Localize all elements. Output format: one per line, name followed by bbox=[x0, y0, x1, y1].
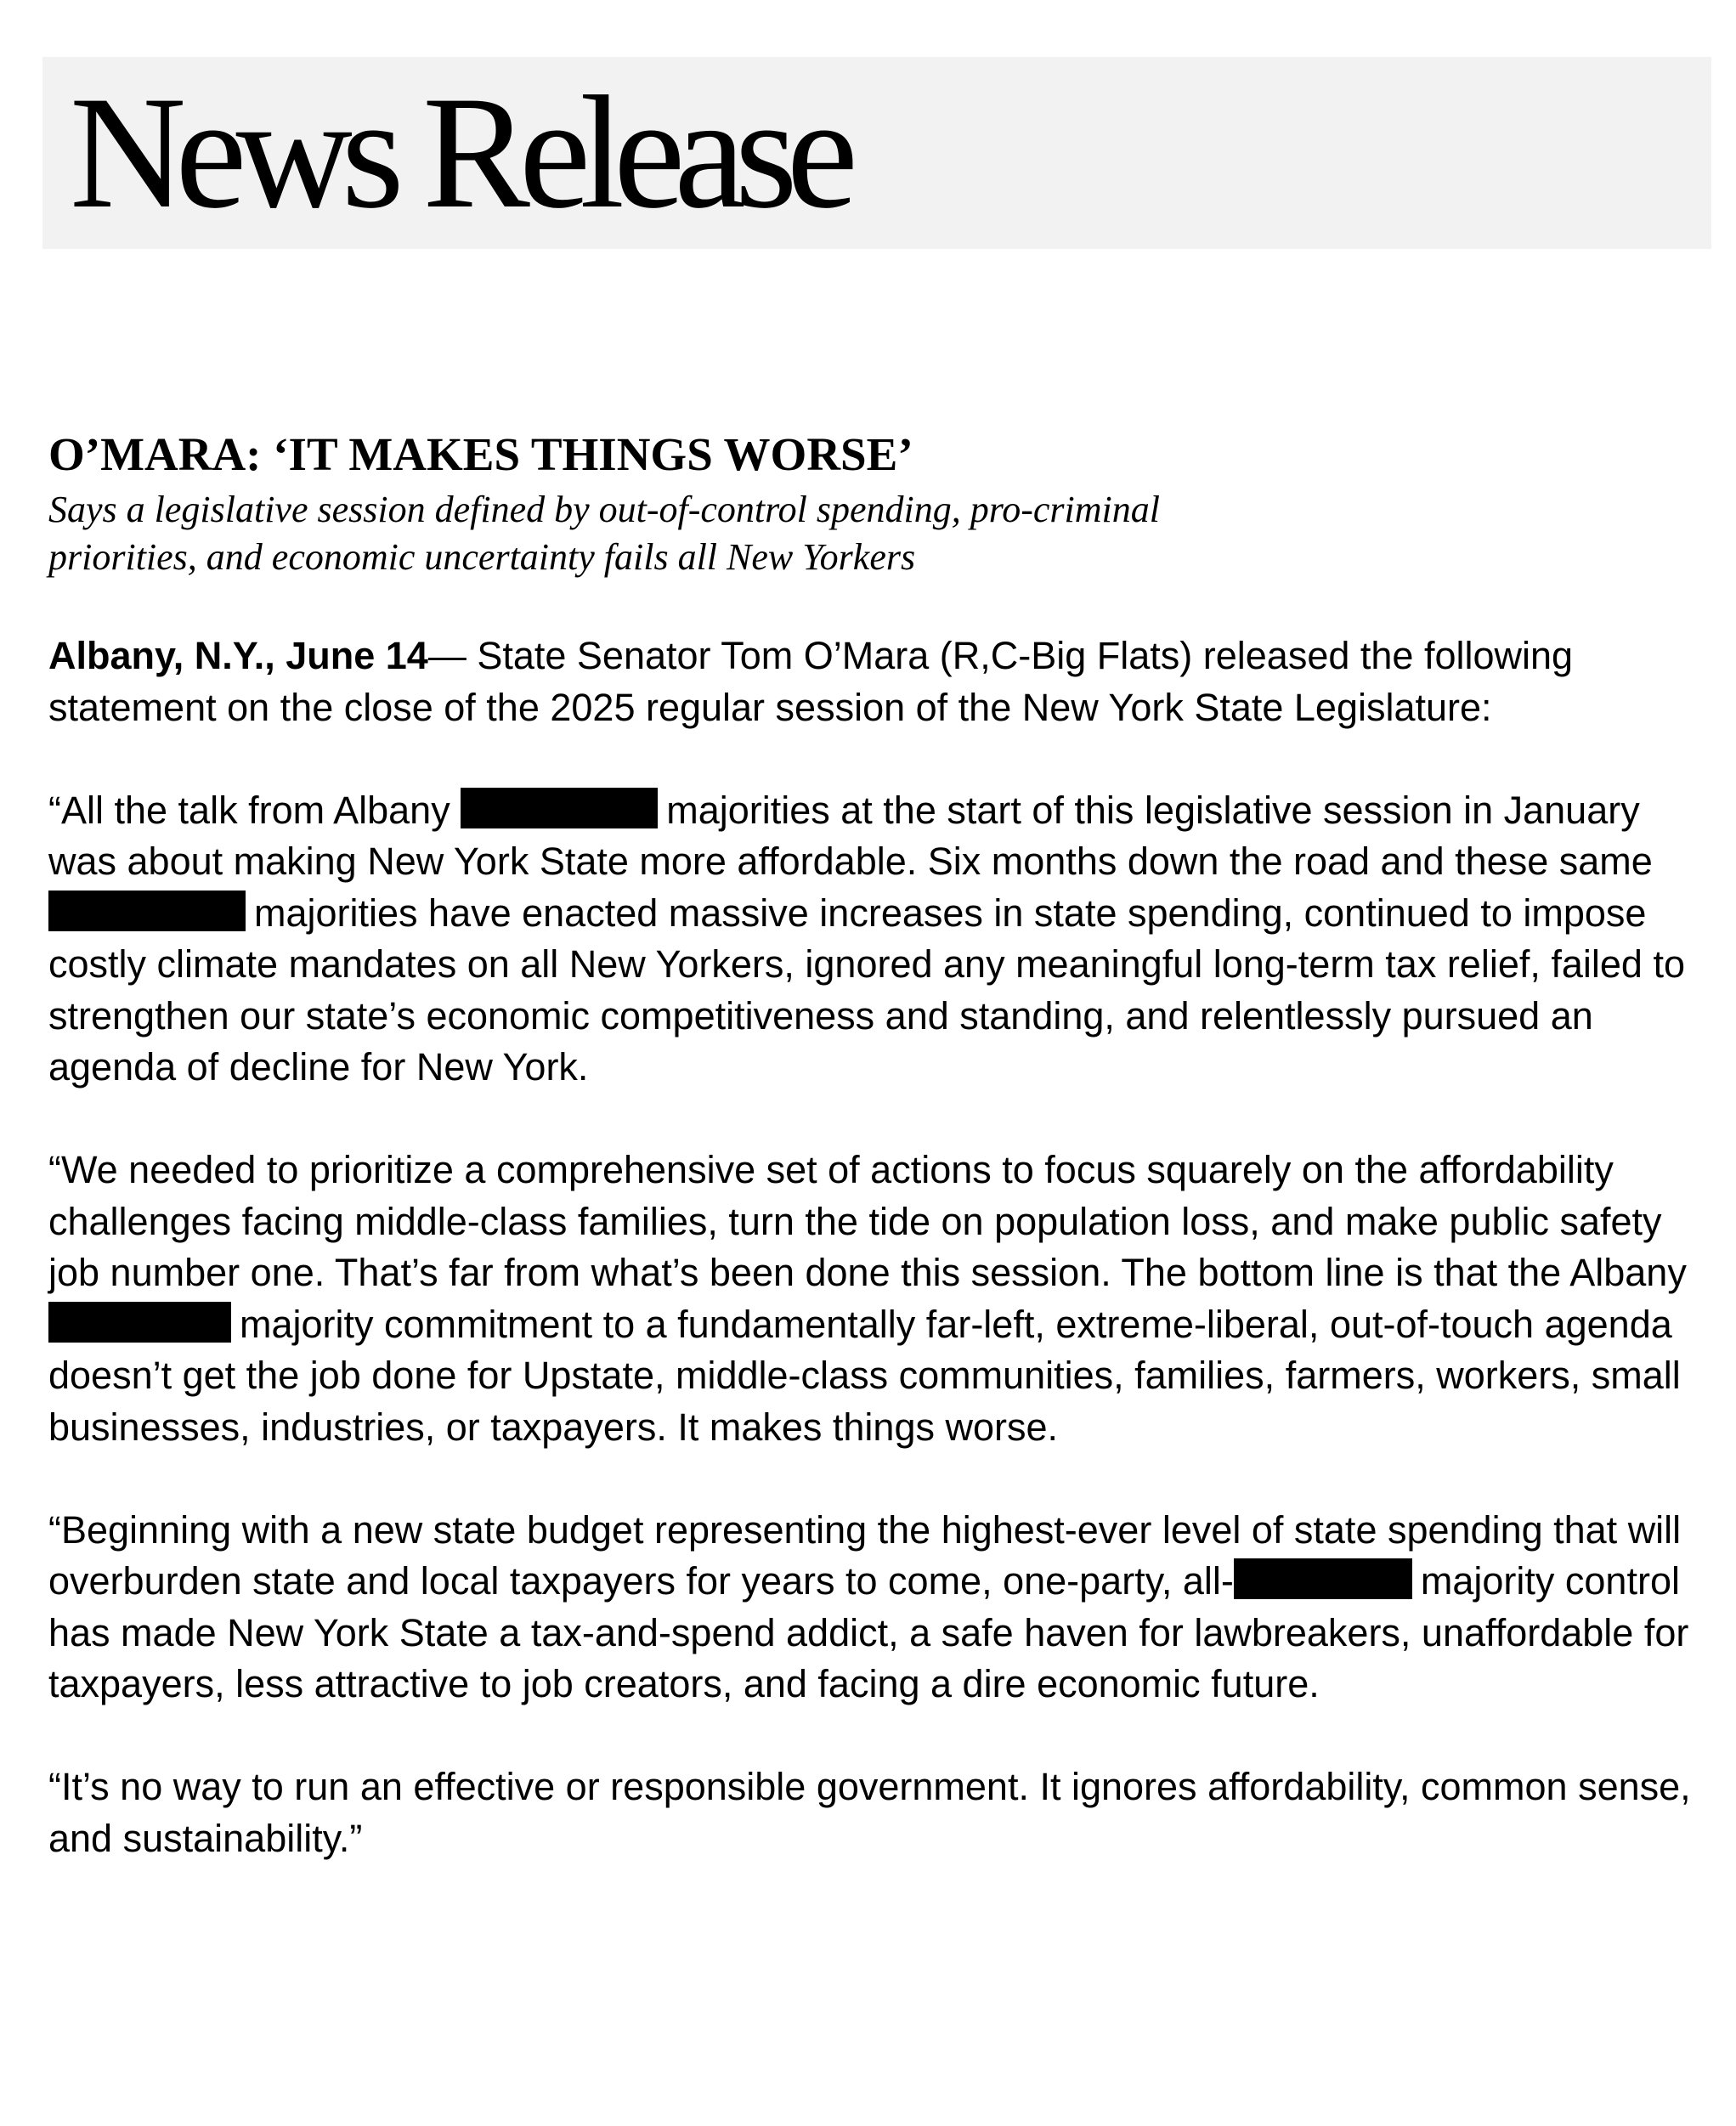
quote-paragraph-1 bbox=[48, 785, 1718, 1094]
quote-1-part-1: “All the talk from Albany bbox=[48, 788, 461, 832]
headline: O’MARA: ‘IT MAKES THINGS WORSE’ bbox=[48, 428, 913, 480]
article-body bbox=[48, 630, 1718, 1916]
masthead-title: News Release bbox=[70, 64, 847, 242]
quote-paragraph-4 bbox=[48, 1761, 1718, 1864]
redaction-block bbox=[461, 788, 658, 828]
redaction-block bbox=[1234, 1558, 1412, 1599]
quote-paragraph-3 bbox=[48, 1505, 1718, 1710]
quote-2-part-1: “We needed to prioritize a comprehensive set of actions to focus squarely on the affordability challenges facing middle-class families, turn the tide on population loss, and make public safety job number one. That’s far from what’s been done this session. The bottom line is that the Albany bbox=[48, 1148, 1687, 1294]
lead-text: — State Senator Tom O’Mara (R,C-Big Flats) released the following statement on the close of the 2025 regular session of the New York State Legislature: bbox=[48, 634, 1574, 729]
subheadline-line-1: Says a legislative session defined by out-of-control spending, pro-criminal bbox=[48, 489, 1160, 530]
quote-paragraph-2 bbox=[48, 1145, 1718, 1453]
redaction-block bbox=[48, 1302, 231, 1343]
quote-2-part-2: majority commitment to a fundamentally far-left, extreme-liberal, out-of-touch agenda doesn’t get the job done for Upstate, middle-class communities, families, farmers, workers, small businesses, industries, or taxpayers. It makes things worse. bbox=[48, 1302, 1681, 1449]
dateline: Albany, N.Y., June 14 bbox=[48, 634, 428, 677]
subheadline bbox=[48, 486, 1408, 581]
quote-3-part-1: “Beginning with a new state budget representing the highest-ever level of state spending that will overburden state and local taxpayers for years to come, one-party, all- bbox=[48, 1507, 1682, 1603]
redaction-block bbox=[48, 891, 246, 931]
quote-3-part-2: majority control has made New York State a tax-and-spend addict, a safe haven for lawbreakers, unaffordable for taxpayers, less attractive to job creators, and facing a dire economic future. bbox=[48, 1559, 1689, 1705]
quote-1-part-3: majorities have enacted massive increases in state spending, continued to impose costly climate mandates on all New Yorkers, ignored any meaningful long-term tax relief, failed to strengthen our state’s economic competitiveness and standing, and relentlessly pursued an agenda of decline for New York. bbox=[48, 891, 1685, 1088]
masthead-banner bbox=[42, 57, 1711, 249]
lead-paragraph bbox=[48, 630, 1718, 733]
quote-1-part-2: majorities at the start of this legislative session in January was about making New York State more affordable. Six months down the road and these same bbox=[48, 788, 1653, 883]
quote-4-text: “It’s no way to run an effective or responsible government. It ignores affordability, common sense, and sustainability.” bbox=[48, 1765, 1691, 1860]
subheadline-line-2: priorities, and economic uncertainty fails all New Yorkers bbox=[48, 536, 916, 578]
